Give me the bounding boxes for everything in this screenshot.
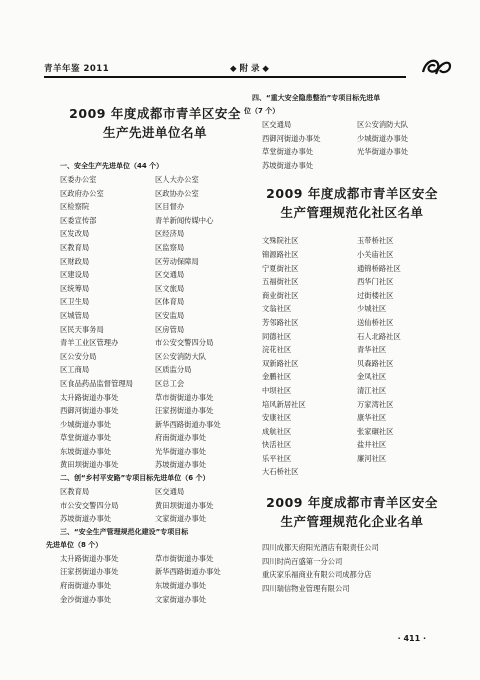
list-item: 青羊工业区管理办	[60, 338, 119, 348]
list-item: 盐井社区	[357, 440, 387, 450]
list-item: 区安监局	[155, 310, 185, 320]
title-line: 2009 年度成都市青羊区安全	[266, 186, 438, 202]
header-rule	[44, 76, 406, 78]
list-item: 少城社区	[357, 304, 387, 314]
list-item	[357, 465, 452, 479]
list-item: 区民天事务局	[60, 324, 104, 334]
list-item: 廉河社区	[357, 453, 387, 463]
unit-list	[252, 118, 452, 172]
list-item: 黄田坝街道办事处	[155, 500, 214, 510]
list-item: 区劳动保障局	[155, 256, 199, 266]
list-item: 东坡街道办事处	[60, 446, 112, 456]
yearbook-logo-icon	[420, 54, 452, 80]
community-list	[252, 234, 452, 479]
list-item: 市公安交警四分局	[155, 338, 214, 348]
list-item: 西华门社区	[357, 277, 394, 287]
list-item: 光华街道办事处	[357, 147, 409, 157]
list-item: 草堂街道办事处	[262, 147, 314, 157]
unit-list	[60, 552, 250, 606]
list-item: 区公安分局	[60, 351, 97, 361]
list-item: 快活社区	[262, 440, 292, 450]
list-item: 同德社区	[262, 331, 292, 341]
list-item: 文家街道办事处	[155, 594, 207, 604]
list-item: 黄田坝街道办事处	[60, 460, 119, 470]
list-item: 新华西路街道办事处	[155, 567, 221, 577]
list-item: 苏坡街道办事处	[60, 514, 112, 524]
list-item: 区工商局	[60, 365, 90, 375]
list-item: 区建设局	[60, 270, 90, 280]
list-item: 石人北路社区	[357, 331, 401, 341]
list-item: 文殊院社区	[262, 236, 299, 246]
list-item: 四川成都天府阳光酒店有限责任公司	[262, 543, 379, 553]
list-item: 浣花社区	[262, 345, 292, 355]
title-line: 生产管理规范化社区名单	[280, 205, 424, 221]
list-item: 双新路社区	[262, 358, 299, 368]
list-item: 区交通局	[262, 120, 292, 129]
left-column	[46, 92, 250, 606]
list-item: 区经济局	[155, 229, 185, 239]
list-item: 宁夏街社区	[262, 263, 299, 273]
list-item: 区委宣传部	[60, 215, 97, 225]
list-item: 府南街道办事处	[60, 581, 112, 591]
list-item: 培风新居社区	[262, 399, 306, 409]
list-item: 区交通局	[155, 270, 185, 280]
list-item: 金沙街道办事处	[60, 594, 112, 604]
list-item: 汪家拐街道办事处	[155, 406, 214, 416]
list-item: 区房管局	[155, 324, 185, 334]
company-list-title	[252, 493, 452, 531]
list-item: 太升路街道办事处	[60, 553, 119, 563]
list-item: 贝森路社区	[357, 358, 394, 368]
list-item: 区财政局	[60, 256, 90, 266]
list-item: 区文旅局	[155, 283, 185, 293]
list-item: 张家碾社区	[357, 426, 394, 436]
list-item: 商业街社区	[262, 290, 299, 300]
list-item: 成航社区	[262, 426, 292, 436]
document-title	[60, 104, 250, 142]
title-line: 2009 年度成都市青羊区安全	[69, 106, 241, 121]
list-item: 市公安交警四分局	[60, 500, 119, 510]
list-item: 区教育局	[60, 242, 90, 252]
list-item: 太升路街道办事处	[60, 392, 119, 402]
list-item: 草市街街道办事处	[155, 553, 214, 563]
list-item: 金鹏社区	[262, 372, 292, 382]
list-item: 青华社区	[357, 345, 387, 355]
list-item: 通锦桥路社区	[357, 263, 401, 273]
list-item: 区目督办	[155, 202, 185, 212]
list-item: 草市街街道办事处	[155, 392, 214, 402]
list-item: 康华社区	[357, 413, 387, 423]
list-item: 文家街道办事处	[155, 514, 207, 524]
section-heading: 四、“重大安全隐患整治”专项目标先进单	[252, 94, 381, 102]
list-item: 光华街道办事处	[155, 446, 207, 456]
list-item: 府南街道办事处	[155, 433, 207, 443]
list-item: 乐平社区	[262, 453, 292, 463]
list-item: 金凤社区	[357, 372, 387, 382]
section-heading: 三、“安全生产管理规范化建设”专项目标	[60, 527, 189, 536]
title-line: 生产先进单位名单	[102, 125, 207, 140]
section-heading: 位（7 个）	[244, 107, 280, 115]
page-number: · 411 ·	[397, 634, 426, 643]
list-item: 万家湾社区	[357, 399, 394, 409]
community-list-title	[252, 184, 452, 222]
list-item: 四川瑞信物业管理有限公司	[262, 583, 350, 593]
list-item: 苏坡街道办事处	[155, 460, 207, 470]
list-item: 清江社区	[357, 385, 387, 395]
list-item: 小关庙社区	[357, 249, 394, 259]
list-item: 区体育局	[155, 297, 185, 307]
list-item: 玉带桥社区	[357, 236, 394, 246]
list-item: 区食品药品监督管理局	[60, 378, 133, 388]
list-item: 区卫生局	[60, 297, 90, 307]
list-item: 少城街道办事处	[357, 133, 409, 143]
right-column	[244, 92, 452, 595]
list-item: 区交通局	[155, 487, 185, 497]
list-item: 区教育局	[60, 487, 90, 497]
list-item: 区监察局	[155, 242, 185, 252]
list-item: 安康社区	[262, 413, 292, 423]
list-item: 区政府办公室	[60, 188, 104, 198]
list-item: 送仙桥社区	[357, 317, 394, 327]
list-item: 五福街社区	[262, 277, 299, 287]
unit-list	[60, 173, 250, 472]
book-title: 青羊年鉴 2011	[44, 64, 110, 74]
list-item: 重庆家乐福商业有限公司成都分店	[262, 570, 372, 580]
list-item: 四川时尚百盛第一分公司	[262, 556, 343, 566]
unit-list	[60, 485, 250, 526]
list-item: 区公安消防大队	[155, 351, 207, 361]
list-item: 汪家拐街道办事处	[60, 567, 119, 577]
list-item: 少城街道办事处	[60, 419, 112, 429]
list-item: 文翁社区	[262, 304, 292, 314]
list-item: 区人大办公室	[155, 175, 199, 184]
title-line: 2009 年度成都市青羊区安全	[266, 495, 438, 511]
list-item: 新华西路街道办事处	[155, 419, 221, 429]
section-heading: 二、创“乡村平安路”专项目标先进单位（6 个）	[60, 474, 210, 483]
list-item: 区公安消防大队	[357, 120, 409, 129]
list-item: 中坝社区	[262, 385, 292, 395]
title-line: 生产管理规范化企业名单	[280, 514, 424, 530]
list-item: 锦源路社区	[262, 249, 299, 259]
list-item: 西御河街道办事处	[60, 406, 119, 416]
list-item: 区质监分局	[155, 365, 192, 375]
list-item: 区政协办公室	[155, 188, 199, 198]
list-item: 青羊新闻传媒中心	[155, 215, 214, 225]
list-item: 区总工会	[155, 378, 185, 388]
list-item: 草堂街道办事处	[60, 433, 112, 443]
list-item: 大石桥社区	[262, 467, 299, 477]
list-item: 过街楼社区	[357, 290, 394, 300]
list-item: 区检察院	[60, 202, 90, 212]
list-item: 区委办公室	[60, 175, 97, 184]
section-heading: 一、安全生产先进单位（44 个）	[60, 162, 164, 170]
list-item: 区统筹局	[60, 283, 90, 293]
list-item: 苏坡街道办事处	[262, 160, 314, 170]
company-list	[252, 541, 452, 595]
section-heading: 先进单位（8 个）	[46, 540, 103, 549]
list-item: 西御河街道办事处	[262, 133, 321, 143]
list-item: 芳邻路社区	[262, 317, 299, 327]
list-item: 区发改局	[60, 229, 90, 239]
page-header	[30, 56, 452, 82]
list-item: 东坡街道办事处	[155, 581, 207, 591]
section-label: ◆ 附 录 ◆	[230, 64, 269, 74]
list-item: 区城管局	[60, 310, 90, 320]
list-item	[357, 159, 452, 173]
